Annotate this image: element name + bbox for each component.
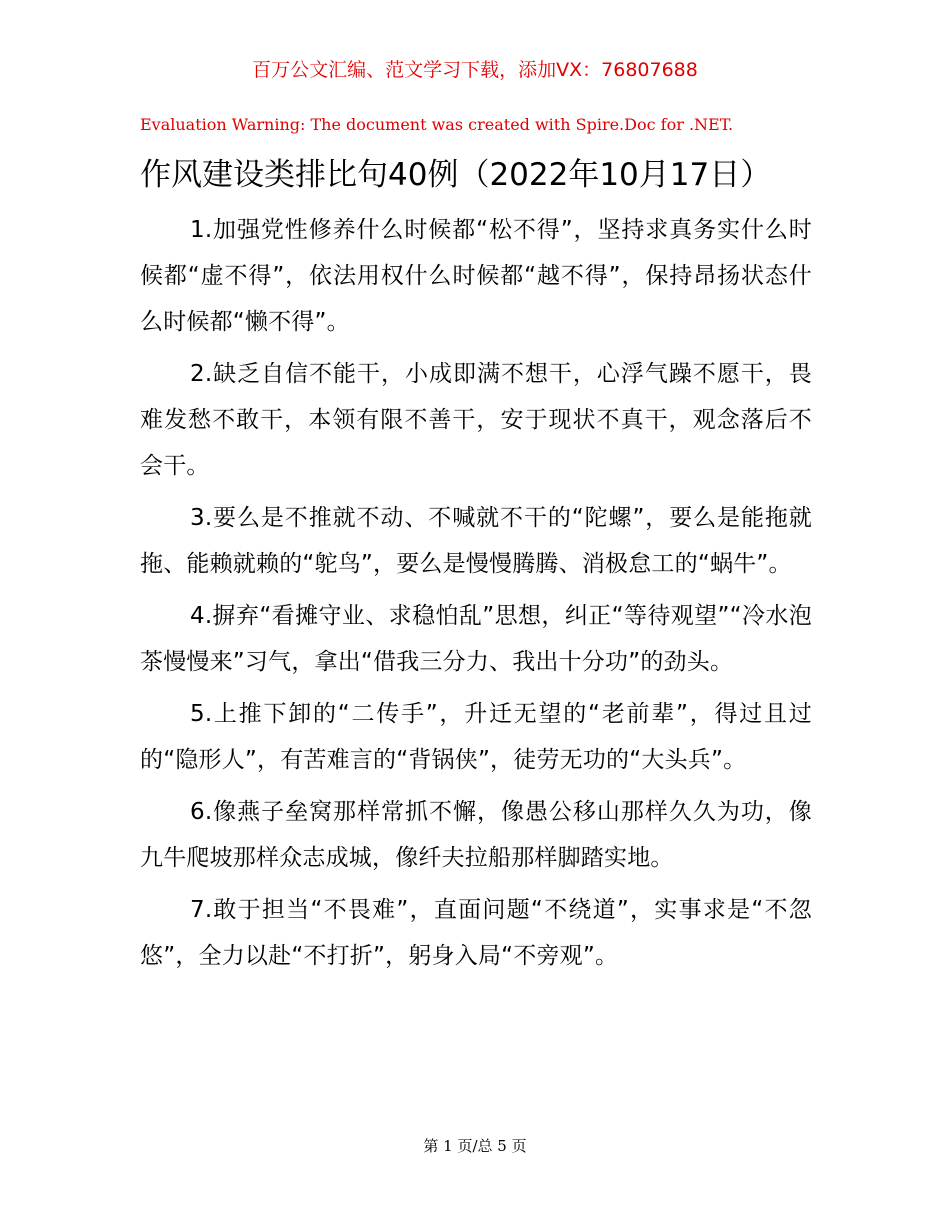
paragraph-1: 1.加强党性修养什么时候都“松不得”，坚持求真务实什么时候都“虚不得”，依法用权什么时候都“越不得”，保持昂扬状态什么时候都“懒不得”。 bbox=[140, 217, 812, 335]
paragraph-2: 2.缺乏自信不能干，小成即满不想干，心浮气躁不愿干，畏难发愁不敢干，本领有限不善干，安于现状不真干，观念落后不会干。 bbox=[140, 361, 812, 479]
paragraph-3: 3.要么是不推就不动、不喊就不干的“陀螺”，要么是能拖就拖、能赖就赖的“鸵鸟”，要么是慢慢腾腾、消极怠工的“蜗牛”。 bbox=[140, 505, 812, 577]
header-banner: 百万公文汇编、范文学习下载，添加VX：76807688 bbox=[252, 59, 698, 81]
evaluation-warning: Evaluation Warning: The document was created with Spire.Doc for .NET. bbox=[140, 115, 734, 134]
document-body bbox=[140, 207, 812, 985]
document-title: 作风建设类排比句40例（2022年10月17日） bbox=[140, 157, 772, 193]
paragraph-6: 6.像燕子垒窝那样常抓不懈，像愚公移山那样久久为功，像九牛爬坡那样众志成城，像纤夫拉船那样脚踏实地。 bbox=[140, 799, 812, 871]
paragraph-4: 4.摒弃“看摊守业、求稳怕乱”思想，纠正“等待观望”“冷水泡茶慢慢来”习气，拿出“借我三分力、我出十分功”的劲头。 bbox=[140, 603, 812, 675]
paragraph-7: 7.敢于担当“不畏难”，直面问题“不绕道”，实事求是“不忽悠”，全力以赴“不打折”，躬身入局“不旁观”。 bbox=[140, 897, 812, 969]
paragraph-5: 5.上推下卸的“二传手”，升迁无望的“老前辈”，得过且过的“隐形人”，有苦难言的“背锅侠”，徒劳无功的“大头兵”。 bbox=[140, 701, 812, 773]
page-indicator: 第 1 页/总 5 页 bbox=[423, 1137, 527, 1155]
